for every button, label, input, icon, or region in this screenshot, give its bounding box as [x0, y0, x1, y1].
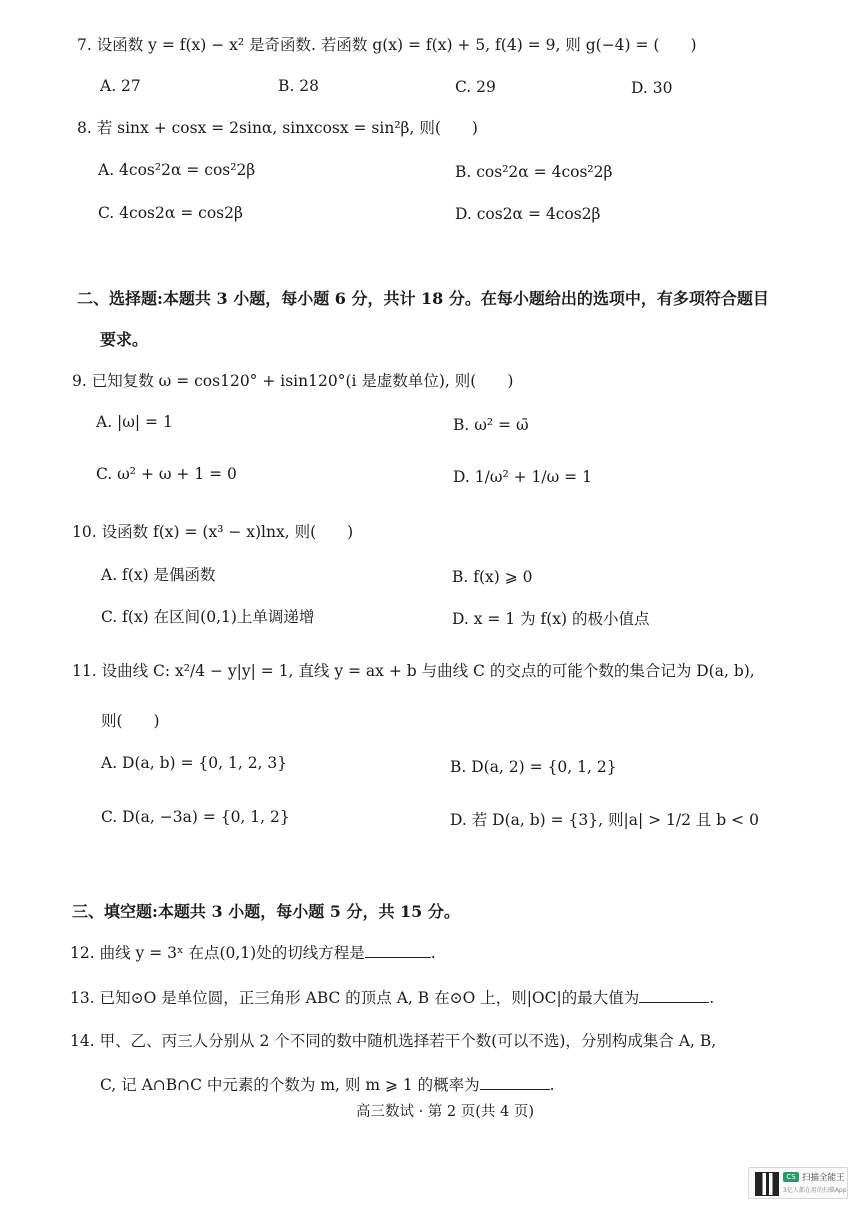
- question-14-cont: [100, 1074, 555, 1096]
- scanner-watermark: [748, 1167, 848, 1199]
- question-10-option-c: C. f(x) 在区间(0,1)上单调递增: [101, 608, 315, 626]
- question-9-option-a: A. |ω| = 1: [96, 413, 173, 431]
- question-14-stem-cont: C, 记 A∩B∩C 中元素的个数为 m, 则 m ⩾ 1 的概率为: [100, 1076, 480, 1094]
- question-9-option-c: C. ω² + ω + 1 = 0: [96, 465, 237, 483]
- question-12-stem: 12. 曲线 y = 3ˣ 在点(0,1)处的切线方程是: [70, 944, 365, 962]
- question-7-option-c: C. 29: [455, 78, 496, 96]
- question-11-option-c: C. D(a, −3a) = {0, 1, 2}: [101, 808, 290, 826]
- question-7-option-d: D. 30: [631, 79, 673, 97]
- section-3-instructions: 本题共 3 小题，每小题 5 分，共 15 分。: [157, 902, 460, 921]
- section-2-instructions: 本题共 3 小题，每小题 6 分，共计 18 分。在每小题给出的选项中，有多项符合题目: [162, 289, 769, 308]
- page-footer: 高三数试 · 第 2 页(共 4 页): [356, 1104, 535, 1120]
- question-13-stem: 13. 已知⊙O 是单位圆，正三角形 ABC 的顶点 A, B 在⊙O 上，则|OC|的最大值为: [70, 989, 640, 1007]
- section-2-instructions-cont: 要求。: [100, 330, 149, 349]
- question-10-option-a: A. f(x) 是偶函数: [101, 566, 216, 584]
- scanner-tagline: 3亿人都在用的扫描App: [783, 1187, 847, 1194]
- question-8-option-d: D. cos2α = 4cos2β: [455, 205, 601, 223]
- question-13: [70, 987, 714, 1009]
- question-10-stem: 10. 设函数 f(x) = (x³ − x)lnx, 则( ): [72, 523, 354, 541]
- section-3-heading: [72, 901, 460, 923]
- question-7-stem: 7. 设函数 y = f(x) − x² 是奇函数. 若函数 g(x) = f(x) + 5, f(4) = 9, 则 g(−4) = ( ): [77, 36, 697, 54]
- question-12-end: .: [430, 944, 436, 962]
- question-8-option-a: A. 4cos²2α = cos²2β: [98, 161, 256, 179]
- question-10-option-d: D. x = 1 为 f(x) 的极小值点: [452, 610, 650, 628]
- question-11-stem-cont: 则( ): [101, 712, 160, 730]
- question-14-end: .: [549, 1076, 555, 1094]
- question-11-option-a: A. D(a, b) = {0, 1, 2, 3}: [101, 754, 288, 772]
- question-9-option-b: B. ω² = ω̄: [453, 416, 529, 434]
- question-7-option-a: A. 27: [100, 77, 141, 95]
- qr-code-icon: [755, 1172, 779, 1196]
- scanner-app-name: 扫描全能王: [802, 1173, 845, 1183]
- question-8-stem: 8. 若 sinx + cosx = 2sinα, sinxcosx = sin²β, 则( ): [77, 119, 478, 137]
- question-11-stem: 11. 设曲线 C: x²/4 − y|y| = 1, 直线 y = ax + b 与曲线 C 的交点的可能个数的集合记为 D(a, b),: [72, 662, 755, 680]
- question-7-option-b: B. 28: [278, 77, 319, 95]
- section-3-title: 三、填空题:: [72, 902, 158, 921]
- question-11-option-b: B. D(a, 2) = {0, 1, 2}: [450, 758, 617, 776]
- question-9-stem: 9. 已知复数 ω = cos120° + isin120°(i 是虚数单位), 则( ): [72, 372, 514, 390]
- question-12: [70, 942, 436, 964]
- section-2-title: 二、选择题:: [77, 289, 163, 308]
- section-2-heading: [77, 288, 769, 310]
- answer-blank: [365, 943, 431, 958]
- question-11-option-d: D. 若 D(a, b) = {3}, 则|a| > 1/2 且 b < 0: [450, 811, 759, 829]
- camscanner-logo-icon: CS: [783, 1172, 799, 1182]
- answer-blank: [480, 1075, 550, 1090]
- answer-blank: [639, 988, 709, 1003]
- question-9-option-d: D. 1/ω² + 1/ω = 1: [453, 468, 592, 486]
- question-8-option-c: C. 4cos2α = cos2β: [98, 204, 243, 222]
- question-14-stem: 14. 甲、乙、丙三人分别从 2 个不同的数中随机选择若干个数(可以不选)，分别构成集合 A, B,: [70, 1032, 717, 1050]
- question-10-option-b: B. f(x) ⩾ 0: [452, 568, 533, 586]
- question-8-option-b: B. cos²2α = 4cos²2β: [455, 163, 613, 181]
- question-13-end: .: [709, 989, 715, 1007]
